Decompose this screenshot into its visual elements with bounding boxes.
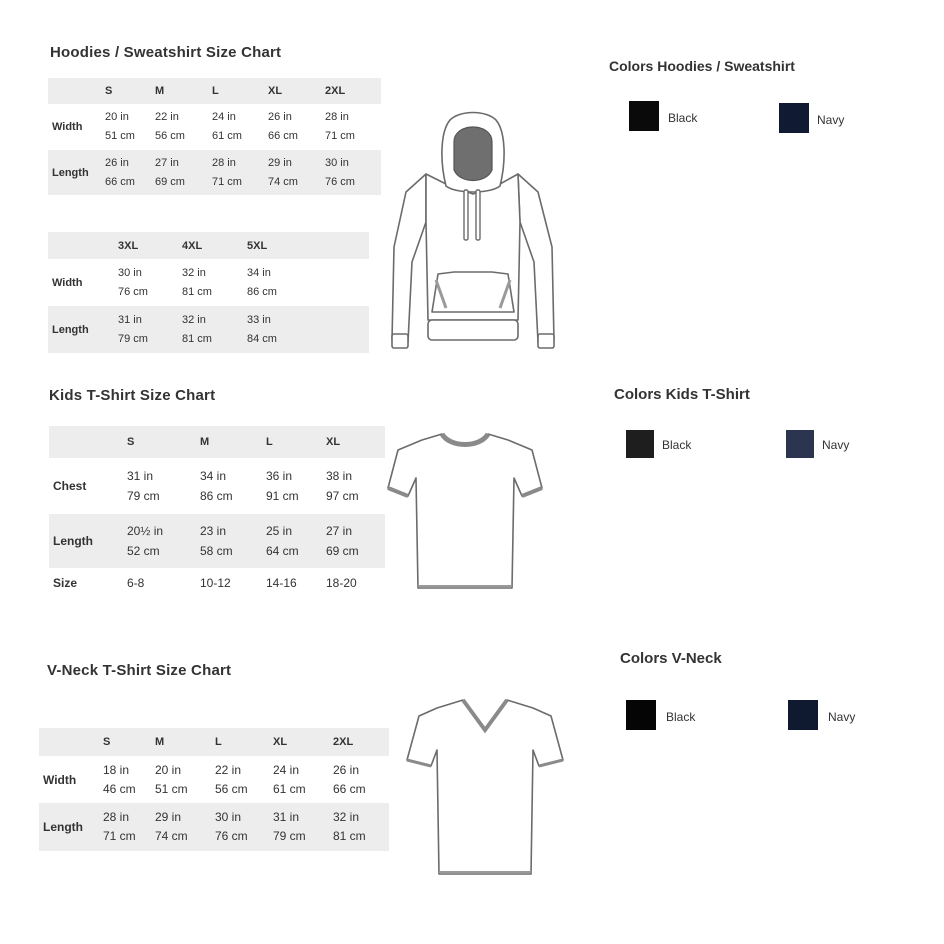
cell-cm: 61 cm bbox=[273, 781, 306, 796]
size-header: 5XL bbox=[247, 232, 369, 259]
cell-cm: 51 cm bbox=[155, 781, 188, 796]
cell-in: 20½ in bbox=[127, 524, 164, 538]
cell-in: 26 in bbox=[333, 762, 360, 777]
cell-cm: 74 cm bbox=[155, 829, 188, 843]
row-label: Chest bbox=[53, 479, 87, 493]
cell-in: 30 in bbox=[118, 266, 142, 279]
cell-in: 31 in bbox=[118, 313, 142, 326]
color-swatch-black[interactable] bbox=[629, 101, 659, 131]
color-label-navy: Navy bbox=[817, 113, 845, 127]
cell-cm: 71 cm bbox=[103, 829, 136, 843]
cell-in: 28 in bbox=[212, 156, 236, 169]
cell-in: 34 in bbox=[200, 469, 227, 483]
cell-in: 24 in bbox=[212, 111, 236, 123]
size-header: 2XL bbox=[325, 78, 381, 104]
row-label: Length bbox=[48, 150, 105, 195]
kids-colors-title: Colors Kids T-Shirt bbox=[614, 386, 750, 403]
cell-in: 32 in bbox=[333, 810, 360, 824]
size-header: XL bbox=[273, 728, 333, 756]
vneck-tshirt-illustration bbox=[407, 698, 563, 878]
hoodie-illustration bbox=[388, 112, 558, 352]
cell-in: 20 in bbox=[155, 762, 182, 777]
cell-in: 26 in bbox=[105, 156, 129, 169]
row-label: Width bbox=[52, 121, 83, 133]
table-row bbox=[48, 104, 381, 150]
cell-in: 31 in bbox=[273, 810, 300, 824]
color-label-navy: Navy bbox=[822, 438, 850, 452]
color-swatch-navy[interactable] bbox=[786, 430, 814, 458]
cell-in: 30 in bbox=[215, 810, 242, 824]
cell-cm: 91 cm bbox=[266, 489, 299, 503]
cell-in: 22 in bbox=[155, 111, 179, 123]
row-label: Length bbox=[39, 803, 103, 851]
cell-cm: 81 cm bbox=[182, 285, 212, 298]
cell-in: 29 in bbox=[268, 156, 292, 169]
cell-in: 28 in bbox=[325, 111, 349, 123]
cell-size: 18-20 bbox=[326, 576, 357, 590]
vneck-colors-title: Colors V-Neck bbox=[620, 650, 722, 667]
cell-cm: 76 cm bbox=[118, 285, 148, 298]
cell-cm: 51 cm bbox=[105, 130, 135, 142]
cell-cm: 66 cm bbox=[105, 175, 135, 188]
kids-size-table bbox=[49, 426, 385, 598]
size-header: S bbox=[105, 78, 155, 104]
cell-cm: 74 cm bbox=[268, 175, 298, 188]
row-label: Length bbox=[49, 514, 127, 568]
cell-in: 26 in bbox=[268, 111, 292, 123]
color-label-black: Black bbox=[662, 438, 692, 452]
cell-in: 31 in bbox=[127, 469, 154, 483]
cell-in: 23 in bbox=[200, 524, 227, 538]
cell-in: 20 in bbox=[105, 111, 129, 123]
size-header: S bbox=[103, 728, 155, 756]
size-header: L bbox=[212, 78, 268, 104]
cell-cm: 66 cm bbox=[333, 781, 366, 796]
cell-cm: 71 cm bbox=[325, 130, 355, 142]
vneck-chart-title: V-Neck T-Shirt Size Chart bbox=[47, 662, 232, 679]
cell-cm: 58 cm bbox=[200, 544, 233, 558]
cell-in: 28 in bbox=[103, 810, 130, 824]
row-label: Length bbox=[48, 306, 118, 353]
hoodies-size-table-1 bbox=[48, 78, 381, 195]
cell-in: 33 in bbox=[247, 313, 271, 326]
table-row bbox=[48, 306, 369, 353]
color-swatch-black[interactable] bbox=[626, 700, 656, 730]
cell-in: 22 in bbox=[215, 762, 242, 777]
cell-cm: 76 cm bbox=[215, 829, 248, 843]
cell-cm: 64 cm bbox=[266, 544, 299, 558]
row-label: Width bbox=[52, 276, 83, 289]
cell-cm: 46 cm bbox=[103, 781, 136, 796]
row-label: Size bbox=[53, 576, 78, 590]
cell-cm: 56 cm bbox=[155, 130, 185, 142]
cell-cm: 66 cm bbox=[268, 130, 298, 142]
cell-in: 30 in bbox=[325, 156, 349, 169]
table-row bbox=[48, 259, 369, 306]
cell-cm: 79 cm bbox=[118, 332, 148, 345]
size-header: M bbox=[155, 78, 212, 104]
table-row bbox=[48, 150, 381, 195]
row-label: Width bbox=[43, 772, 77, 787]
cell-in: 38 in bbox=[326, 469, 353, 483]
cell-in: 24 in bbox=[273, 762, 300, 777]
table-row bbox=[39, 756, 389, 803]
cell-in: 18 in bbox=[103, 762, 130, 777]
cell-cm: 52 cm bbox=[127, 544, 160, 558]
cell-size: 10-12 bbox=[200, 576, 231, 590]
size-header: 4XL bbox=[182, 232, 247, 259]
size-header: L bbox=[215, 728, 273, 756]
cell-in: 36 in bbox=[266, 469, 293, 483]
color-label-black: Black bbox=[666, 710, 696, 724]
size-header: 3XL bbox=[118, 232, 182, 259]
kids-tshirt-illustration bbox=[388, 430, 542, 592]
size-header: L bbox=[266, 426, 326, 458]
cell-cm: 81 cm bbox=[333, 829, 366, 843]
vneck-size-table bbox=[39, 728, 389, 851]
cell-cm: 86 cm bbox=[247, 285, 277, 298]
cell-cm: 69 cm bbox=[326, 544, 359, 558]
cell-in: 27 in bbox=[155, 156, 179, 169]
color-swatch-black[interactable] bbox=[626, 430, 654, 458]
table-row bbox=[49, 458, 385, 514]
cell-cm: 56 cm bbox=[215, 781, 248, 796]
hoodies-chart-title: Hoodies / Sweatshirt Size Chart bbox=[50, 44, 282, 61]
color-swatch-navy[interactable] bbox=[779, 103, 809, 133]
size-header: S bbox=[127, 426, 200, 458]
cell-in: 27 in bbox=[326, 524, 353, 538]
color-swatch-navy[interactable] bbox=[788, 700, 818, 730]
size-header: XL bbox=[268, 78, 325, 104]
size-header: 2XL bbox=[333, 728, 389, 756]
kids-chart-title: Kids T-Shirt Size Chart bbox=[49, 387, 216, 404]
cell-cm: 71 cm bbox=[212, 175, 242, 188]
hoodies-colors-title: Colors Hoodies / Sweatshirt bbox=[609, 58, 795, 74]
cell-in: 34 in bbox=[247, 266, 271, 279]
cell-cm: 97 cm bbox=[326, 489, 359, 503]
size-header: XL bbox=[326, 426, 385, 458]
table-row bbox=[39, 803, 389, 851]
cell-cm: 61 cm bbox=[212, 130, 242, 142]
cell-cm: 79 cm bbox=[273, 829, 306, 843]
cell-in: 32 in bbox=[182, 266, 206, 279]
color-label-navy: Navy bbox=[828, 710, 856, 724]
size-header: M bbox=[155, 728, 215, 756]
color-label-black: Black bbox=[668, 111, 698, 125]
hoodies-size-table-2 bbox=[48, 232, 369, 353]
cell-in: 29 in bbox=[155, 810, 182, 824]
table-row bbox=[49, 514, 385, 568]
size-header: M bbox=[200, 426, 266, 458]
cell-cm: 76 cm bbox=[325, 175, 355, 188]
cell-cm: 84 cm bbox=[247, 332, 277, 345]
cell-cm: 69 cm bbox=[155, 175, 185, 188]
cell-in: 25 in bbox=[266, 524, 293, 538]
cell-cm: 86 cm bbox=[200, 489, 233, 503]
cell-cm: 79 cm bbox=[127, 489, 160, 503]
table-row bbox=[49, 568, 385, 598]
cell-cm: 81 cm bbox=[182, 332, 212, 345]
cell-in: 32 in bbox=[182, 313, 206, 326]
cell-size: 14-16 bbox=[266, 576, 297, 590]
cell-size: 6-8 bbox=[127, 576, 145, 590]
